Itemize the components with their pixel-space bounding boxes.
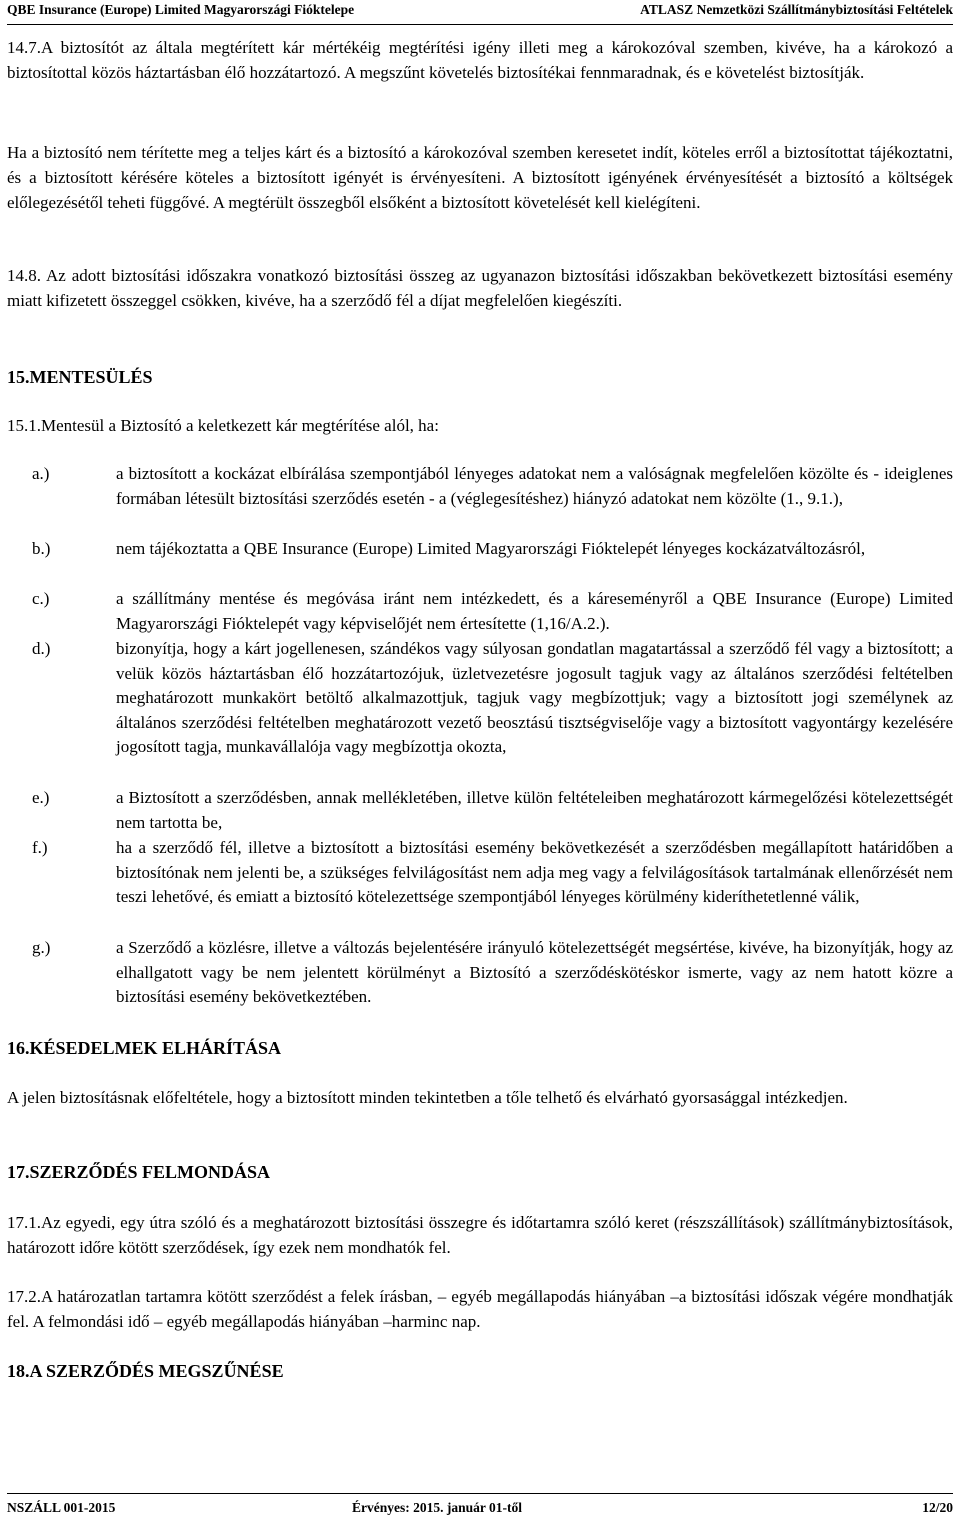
list-item-text: ha a szerződő fél, illetve a biztosított a biztosítási esemény bekövetkezését a szerződésben megállapított határidőben a biztosítónak nem jelenti be, a szükséges felvilágosítást nem adja meg vagy a felvilágosítások tartalmának ellenőrzését nem teszi lehetővé, és emiatt a biztosító kötelezettsége szempontjából lényeges körülmény kideríthetetlenné válik, [116, 838, 953, 906]
list-item-marker: c.) [32, 589, 50, 608]
list-item-text: a szállítmány mentése és megóvása iránt nem intézkedett, és a káreseményről a QBE Insurance (Europe) Limited Magyarországi Fióktelepét vagy képviselőjét nem értesítette (1,16/A.2.). [116, 589, 953, 633]
list-item-text: a Biztosított a szerződésben, annak mellékletében, illetve külön feltételeiben meghatározott kármegelőzési kötelezettségét nem tartotta be, [116, 788, 953, 832]
list-item-marker: e.) [32, 788, 50, 807]
paragraph-14-7-continued: Ha a biztosító nem térítette meg a teljes kárt és a biztosító a károkozóval szemben keresetet indít, köteles erről a biztosítottat tájékoztatni, és a biztosított kérésére köteles a biztosított igényét is érvényesíteni. A biztosított igényének érvényesítését a biztosító a költségek előlegezésétől teheti függővé. A megtérült összegből elsőként a biztosított követelését kell kielégíteni. [7, 143, 953, 212]
paragraph-17-2: 17.2.A határozatlan tartamra kötött szerződést a felek írásban, – egyéb megállapodás hiányában –a biztosítási időszak végére mondhatják fel. A felmondási idő – egyéb megállapodás hiányában –harminc nap. [7, 1287, 953, 1331]
heading-section-16: 16.KÉSEDELMEK ELHÁRÍTÁSA [7, 1038, 282, 1058]
list-item-text: nem tájékoztatta a QBE Insurance (Europe) Limited Magyarországi Fióktelepét lényeges kockázatváltozásról, [116, 539, 866, 558]
page-header [7, 0, 953, 25]
list-item-marker: d.) [32, 639, 51, 658]
list-item-text: a Szerződő a közlésre, illetve a változás bejelentésére irányuló kötelezettségét megsértése, kivéve, ha bizonyítják, hogy az elhallgatott vagy be nem jelentett körülményt a Biztosító a szerződéskötéskor ismerte, vagy az nem hatott közre a biztosítási esemény bekövetkeztében. [116, 938, 953, 1006]
document-page [7, 0, 953, 1519]
paragraph-14-8: 14.8. Az adott biztosítási időszakra vonatkozó biztosítási összeg az ugyanazon biztosítási időszakban bekövetkezett biztosítási esemény miatt kifizetett összeggel csökken, kivéve, ha a szerződő fél a díjat megfelelően kiegészíti. [7, 266, 953, 310]
heading-section-17: 17.SZERZŐDÉS FELMONDÁSA [7, 1162, 271, 1182]
footer-document-code: NSZÁLL 001-2015 [7, 1500, 116, 1515]
page-footer [7, 1493, 953, 1518]
footer-page-number: 12/20 [922, 1500, 953, 1515]
list-item-marker: f.) [32, 838, 48, 857]
list-item-marker: b.) [32, 539, 51, 558]
header-document-title: ATLASZ Nemzetközi Szállítmánybiztosítási Feltételek [640, 2, 953, 17]
list-item-marker: g.) [32, 938, 51, 957]
heading-section-18: 18.A SZERZŐDÉS MEGSZŰNÉSE [7, 1361, 284, 1381]
header-company: QBE Insurance (Europe) Limited Magyarországi Fióktelepe [7, 2, 355, 17]
list-item-text: a biztosított a kockázat elbírálása szempontjából lényeges adatokat nem a valóságnak megfelelően közölte és - ideiglenes formában létesült biztosítási szerződés esetén - a (véglegesítéshez) hiányzó adatokat nem közölte (1., 9.1.), [116, 464, 953, 508]
paragraph-17-1: 17.1.Az egyedi, egy útra szóló és a meghatározott biztosítási összegre és időtartamra szóló keret (részszállítások) szállítmánybiztosítások, határozott időre kötött szerződések, így ezek nem mondhatók fel. [7, 1213, 953, 1257]
paragraph-15-1: 15.1.Mentesül a Biztosító a keletkezett kár megtérítése alól, ha: [7, 416, 439, 435]
footer-validity: Érvényes: 2015. január 01-től [352, 1500, 522, 1515]
list-item-marker: a.) [32, 464, 50, 483]
list-item-text: bizonyítja, hogy a kárt jogellenesen, szándékos vagy súlyosan gondatlan magatartással a szerződő fél vagy a biztosított; a velük közös háztartásban élő hozzátartozójuk, üzletvezetésre jogosult tagjuk vagy az általános szerződési feltételben meghatározott munkakört betöltő alkalmazottjuk, tagjuk vagy megbízottjuk; vagy a biztosított jogi személynek az általános szerződési feltételben meghatározott vezető beosztású tisztségviselője vagy a biztosított vagyontárgy kezelésére jogosított tagja, munkavállalója vagy megbízottja okozta, [116, 639, 953, 756]
paragraph-16: A jelen biztosításnak előfeltétele, hogy a biztosított minden tekintetben a tőle telhető és elvárható gyorsasággal intézkedjen. [7, 1088, 848, 1107]
heading-section-15: 15.MENTESÜLÉS [7, 367, 153, 387]
paragraph-14-7: 14.7.A biztosítót az általa megtérített kár mértékéig megtérítési igény illeti meg a károkozóval szemben, kivéve, ha a károkozó a biztosítottal közös háztartásban élő hozzátartozó. A megszűnt követelés biztosítékai fennmaradnak, és e követelést biztosítják. [7, 38, 953, 82]
